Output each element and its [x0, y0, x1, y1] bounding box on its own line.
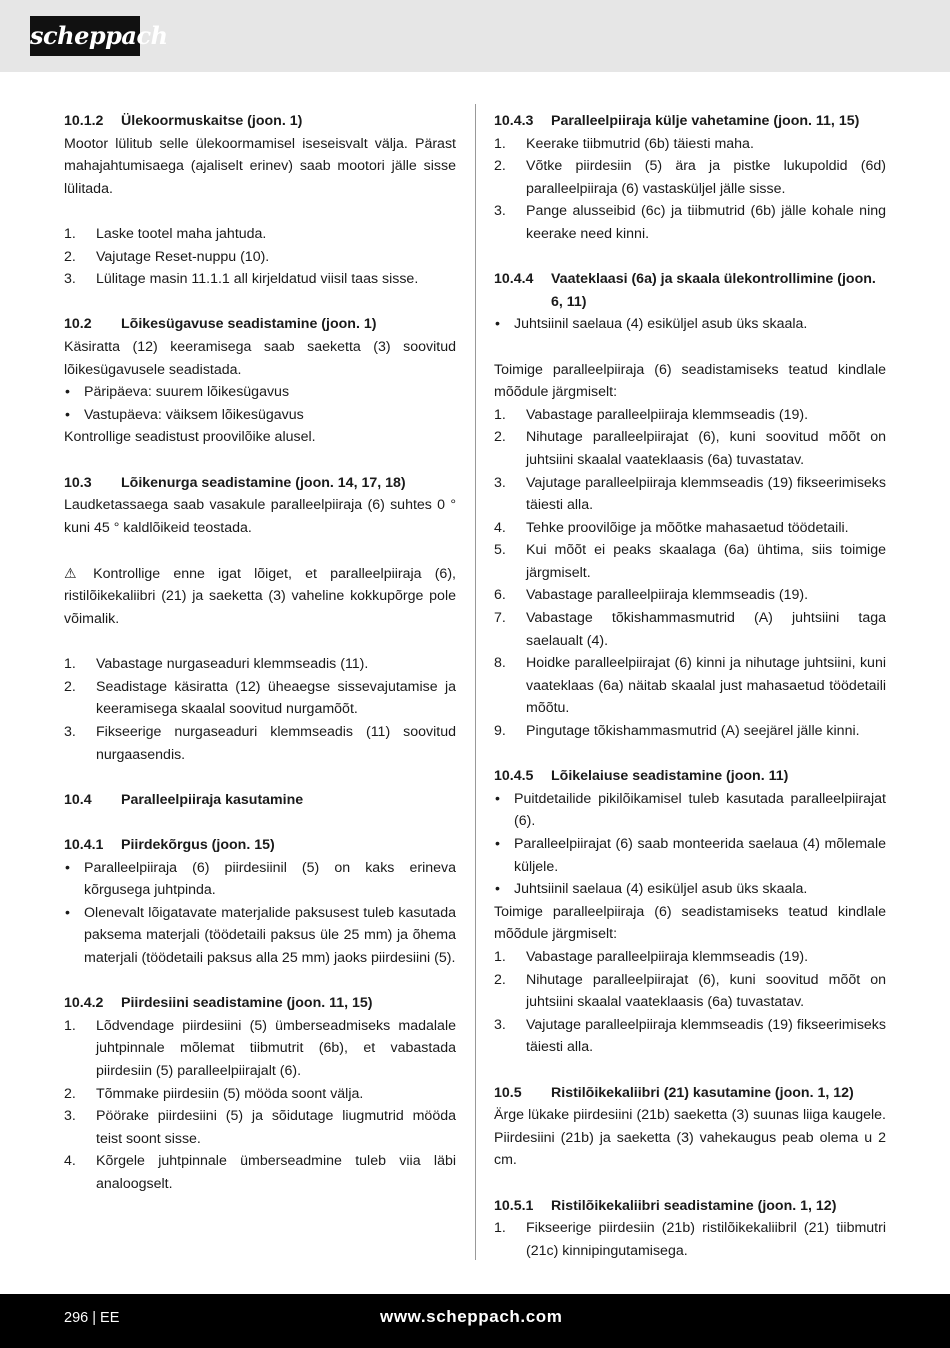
- step-number: 3.: [64, 724, 76, 741]
- section-number: 10.2: [64, 316, 92, 333]
- bullet-icon: •: [65, 904, 70, 921]
- section-heading: [494, 765, 886, 788]
- bullet-icon: •: [65, 384, 70, 401]
- section-title: Paralleelpiiraja kasutamine: [121, 791, 304, 808]
- bullet-icon: •: [495, 790, 500, 807]
- section-heading: [494, 1082, 886, 1105]
- step-text: Vabastage paralleelpiiraja klemmseadis (19).: [526, 587, 809, 604]
- step-number: 2.: [64, 248, 76, 265]
- section-heading: [64, 313, 456, 336]
- bullet-item: [494, 878, 886, 901]
- bullet-text: Paralleelpiiraja (6) piirdesiinil (5) on kaks erineva kõrgusega juhtpinda.: [84, 859, 456, 899]
- section-heading: [64, 992, 456, 1015]
- step-text: Vabastage paralleelpiiraja klemmseadis (19).: [526, 406, 809, 423]
- numbered-step: [64, 676, 456, 721]
- numbered-step: [494, 404, 886, 427]
- section-number: 10.4.4: [494, 271, 534, 288]
- step-text: Nihutage paralleelpiirajat (6), kuni soovitud mõõt on juhtsiini skaalal vaateklaasis (6a) tuvastatav.: [526, 429, 886, 468]
- section-title: Paralleelpiiraja külje vahetamine (joon. 11, 15): [551, 113, 860, 129]
- numbered-step: [494, 969, 886, 1014]
- numbered-step: [494, 1014, 886, 1059]
- step-number: 2.: [64, 678, 76, 695]
- numbered-step: [494, 607, 886, 652]
- step-text: Pingutage tõkishammasmutrid (A) seejärel jälle kinni.: [526, 723, 860, 740]
- section-title: Vaateklaasi (6a) ja skaala ülekontrollimine (joon. 6, 11): [551, 271, 876, 310]
- step-number: 1.: [64, 1017, 76, 1034]
- step-text: Kui mõõt ei peaks skaalaga (6a) ühtima, siis toimige järgmiselt.: [526, 542, 886, 581]
- bullet-text: Paralleelpiirajat (6) saab monteerida saelaua (4) mõlemale küljele.: [514, 836, 886, 875]
- section-number: 10.3: [64, 474, 92, 491]
- step-number: 8.: [494, 655, 506, 672]
- step-text: Kõrgele juhtpinnale ümberseadmine tuleb viia läbi analoogselt.: [96, 1153, 456, 1192]
- section-title: Piirdekõrgus (joon. 15): [121, 837, 275, 853]
- step-text: Võtke piirdesiin (5) ära ja pistke lukupoldid (6d) paralleelpiiraja (6) vastasküljel jälle sisse.: [526, 158, 886, 197]
- step-text: Vajutage paralleelpiiraja klemmseadis (19) fikseerimiseks täiesti alla.: [526, 1016, 886, 1056]
- step-text: Vabastage nurgaseaduri klemmseadis (11).: [96, 656, 369, 673]
- bullet-text: Juhtsiinil saelaua (4) esiküljel asub üks skaala.: [514, 881, 808, 898]
- bullet-text: Olenevalt lõigatavate materjalide paksusest tuleb kasutada paksema materjali (töödetaili paksus üle 25 mm) ja õhema materjali (töödetaili paksus alla 25 mm) jaoks piirdesiini (5).: [84, 904, 456, 966]
- numbered-step: [494, 517, 886, 540]
- bullet-icon: •: [65, 859, 70, 876]
- numbered-step: [494, 133, 886, 156]
- section-number: 10.4: [64, 791, 92, 808]
- section-title: Piirdesiini seadistamine (joon. 11, 15): [121, 995, 373, 1012]
- step-number: 1.: [494, 1220, 506, 1237]
- step-text: Hoidke paralleelpiirajat (6) kinni ja nihutage juhtsiini, kuni vaateklaas (6a) näitab skaalal just mahasaetud töödetaili mõõtu.: [526, 655, 886, 717]
- step-number: 1.: [64, 225, 76, 242]
- spacer: [64, 811, 456, 834]
- section-heading: [494, 110, 886, 133]
- section-heading: [64, 110, 456, 133]
- numbered-step: [64, 653, 456, 676]
- step-number: 1.: [494, 406, 506, 423]
- section-title: Lõikelaiuse seadistamine (joon. 11): [551, 768, 789, 785]
- section-title: Ristilõikekaliibri seadistamine (joon. 1, 12): [551, 1197, 837, 1214]
- section-title: Ülekoormuskaitse (joon. 1): [121, 113, 303, 129]
- bullet-item: [64, 381, 456, 404]
- step-number: 9.: [494, 723, 506, 740]
- step-number: 2.: [494, 971, 506, 988]
- spacer: [494, 336, 886, 359]
- numbered-step: [494, 946, 886, 969]
- step-text: Lülitage masin 11.1.1 all kirjeldatud viisil taas sisse.: [96, 271, 419, 288]
- bullet-item: [64, 404, 456, 427]
- spacer: [494, 1059, 886, 1082]
- header-bar: [0, 0, 950, 72]
- brand-logo: scheppach: [30, 16, 140, 56]
- step-number: 1.: [494, 948, 506, 965]
- paragraph: Mootor lülitub selle ülekoormamisel iseseisvalt välja. Pärast mahajahtumisaega (ajaliselt erinev) saab mootori jälle sisse lülitada.: [64, 135, 456, 197]
- step-text: Nihutage paralleelpiirajat (6), kuni soovitud mõõt on juhtsiini skaalal vaateklaasis (6a) tuvastatav.: [526, 971, 886, 1011]
- step-text: Keerake tiibmutrid (6b) täiesti maha.: [526, 135, 754, 152]
- section-heading: [64, 834, 456, 857]
- step-text: Lõdvendage piirdesiini (5) ümberseadmiseks madalale juhtpinnale mõlemat tiibmutrit (6b), et vabastada piirdesiin (5) paralleelpiirajalt (6).: [96, 1017, 456, 1079]
- section-number: 10.4.2: [64, 995, 104, 1012]
- section-number: 10.1.2: [64, 113, 104, 129]
- step-text: Pange alusseibid (6c) ja tiibmutrid (6b) jälle kohale ning keerake need kinni.: [526, 203, 886, 242]
- paragraph: Kontrollige seadistust proovilõike alusel.: [64, 429, 316, 446]
- step-number: 1.: [64, 656, 76, 673]
- bullet-item: [64, 902, 456, 970]
- step-text: Tehke proovilõige ja mõõtke mahasaetud töödetaili.: [526, 519, 849, 536]
- step-number: 7.: [494, 610, 506, 627]
- section-title: Ristilõikekaliibri (21) kasutamine (joon. 1, 12): [551, 1084, 854, 1101]
- step-number: 6.: [494, 587, 506, 604]
- bullet-icon: •: [495, 881, 500, 898]
- numbered-step: [64, 1015, 456, 1083]
- section-heading: [64, 472, 456, 495]
- spacer: [64, 539, 456, 562]
- paragraph: Ärge lükake piirdesiini (21b) saeketta (3) suunas liiga kaugele. Piirdesiini (21b) ja saeketta (3) vahekaugus peab olema u 2 cm.: [494, 1107, 886, 1169]
- paragraph: Laudketassaega saab vasakule paralleelpiiraja (6) suhtes 0 ° kuni 45 ° kaldlõikeid teostada.: [64, 497, 456, 536]
- step-text: Laske tootel maha jahtuda.: [96, 225, 267, 242]
- numbered-step: [494, 472, 886, 517]
- bullet-icon: •: [495, 836, 500, 852]
- step-text: Vajutage paralleelpiiraja klemmseadis (19) fikseerimiseks täiesti alla.: [526, 474, 886, 514]
- numbered-step: [494, 1217, 886, 1262]
- section-title: Lõikesügavuse seadistamine (joon. 1): [121, 316, 377, 333]
- step-number: 2.: [64, 1085, 76, 1102]
- bullet-icon: •: [65, 406, 70, 423]
- website-link[interactable]: www.scheppach.com: [380, 1307, 563, 1326]
- spacer: [494, 743, 886, 766]
- section-title: Lõikenurga seadistamine (joon. 14, 17, 18): [121, 474, 406, 491]
- step-number: 2.: [494, 158, 506, 175]
- paragraph: Toimige paralleelpiiraja (6) seadistamiseks teatud kindlale mõõdule järgmiselt:: [494, 903, 886, 943]
- bullet-item: [64, 857, 456, 902]
- paragraph: Toimige paralleelpiiraja (6) seadistamiseks teatud kindlale mõõdule järgmiselt:: [494, 361, 886, 401]
- step-number: 1.: [494, 135, 506, 152]
- bullet-icon: •: [495, 316, 500, 333]
- step-text: Vabastage paralleelpiiraja klemmseadis (19).: [526, 948, 809, 965]
- numbered-step: [494, 426, 886, 471]
- spacer: [64, 766, 456, 789]
- bullet-text: Juhtsiinil saelaua (4) esiküljel asub üks skaala.: [514, 316, 808, 333]
- section-number: 10.4.5: [494, 768, 534, 785]
- numbered-step: [64, 1105, 456, 1150]
- step-text: Fikseerige piirdesiin (21b) ristilõikekaliibril (21) tiibmutri (21c) kinnipingutamisega.: [526, 1220, 886, 1259]
- footer-bar: [0, 1294, 950, 1348]
- numbered-step: [494, 584, 886, 607]
- numbered-step: [494, 652, 886, 720]
- numbered-step: [64, 223, 456, 246]
- numbered-step: [494, 720, 886, 743]
- step-number: 3.: [64, 1108, 76, 1125]
- spacer: [494, 246, 886, 269]
- step-number: 3.: [494, 203, 506, 220]
- step-number: 2.: [494, 429, 506, 446]
- bullet-item: [494, 833, 886, 878]
- left-column: [64, 110, 456, 1196]
- numbered-step: [64, 246, 456, 269]
- warning-triangle-icon: ⚠: [64, 564, 77, 581]
- bullet-text: Puitdetailide pikilõikamisel tuleb kasutada paralleelpiirajat (6).: [514, 790, 886, 830]
- step-number: 3.: [64, 271, 76, 288]
- bullet-text: Päripäeva: suurem lõikesügavus: [84, 384, 290, 401]
- section-number: 10.5.1: [494, 1197, 534, 1214]
- section-heading: [494, 268, 886, 313]
- spacer: [64, 291, 456, 314]
- numbered-step: [64, 1083, 456, 1106]
- spacer: [64, 631, 456, 654]
- numbered-step: [64, 721, 456, 766]
- column-divider: [475, 104, 476, 1260]
- numbered-step: [64, 268, 456, 291]
- numbered-step: [494, 539, 886, 584]
- bullet-item: [494, 788, 886, 833]
- bullet-text: Vastupäeva: väiksem lõikesügavus: [84, 406, 304, 423]
- right-column: [494, 110, 886, 1262]
- step-number: 5.: [494, 542, 506, 559]
- section-heading: [494, 1195, 886, 1218]
- section-heading: [64, 789, 456, 812]
- bullet-item: [494, 313, 886, 336]
- step-text: Pöörake piirdesiini (5) ja sõidutage liugmutrid mööda teist soont sisse.: [96, 1108, 456, 1147]
- section-number: 10.4.1: [64, 837, 104, 853]
- numbered-step: [494, 155, 886, 200]
- step-number: 4.: [64, 1153, 76, 1170]
- step-text: Fikseerige nurgaseaduri klemmseadis (11) soovitud nurgaasendis.: [96, 724, 456, 763]
- section-number: 10.5: [494, 1084, 522, 1101]
- spacer: [64, 970, 456, 993]
- warning-paragraph: [64, 562, 456, 631]
- step-text: Tõmmake piirdesiin (5) mööda soont välja.: [96, 1085, 364, 1102]
- page-number: 296 | EE: [64, 1310, 120, 1326]
- step-number: 3.: [494, 1016, 506, 1033]
- spacer: [64, 200, 456, 223]
- numbered-step: [494, 200, 886, 245]
- paragraph: Käsiratta (12) keeramisega saab saeketta (3) soovitud lõikesügavusele seadistada.: [64, 338, 456, 378]
- spacer: [494, 1172, 886, 1195]
- step-number: 3.: [494, 474, 506, 491]
- step-number: 4.: [494, 519, 506, 536]
- step-text: Seadistage käsiratta (12) üheaegse sissevajutamise ja keeramisega skaalal soovitud nurgamõõt.: [96, 678, 456, 718]
- section-number: 10.4.3: [494, 113, 534, 129]
- spacer: [64, 449, 456, 472]
- warning-text: Kontrollige enne igat lõiget, et paralleelpiiraja (6), ristilõikekaliibri (21) ja saeketta (3) vaheline kokkupõrge pole võimalik.: [64, 565, 456, 628]
- step-text: Vajutage Reset-nuppu (10).: [96, 248, 270, 265]
- step-text: Vabastage tõkishammasmutrid (A) juhtsiini taga saelaualt (4).: [526, 610, 886, 649]
- numbered-step: [64, 1150, 456, 1195]
